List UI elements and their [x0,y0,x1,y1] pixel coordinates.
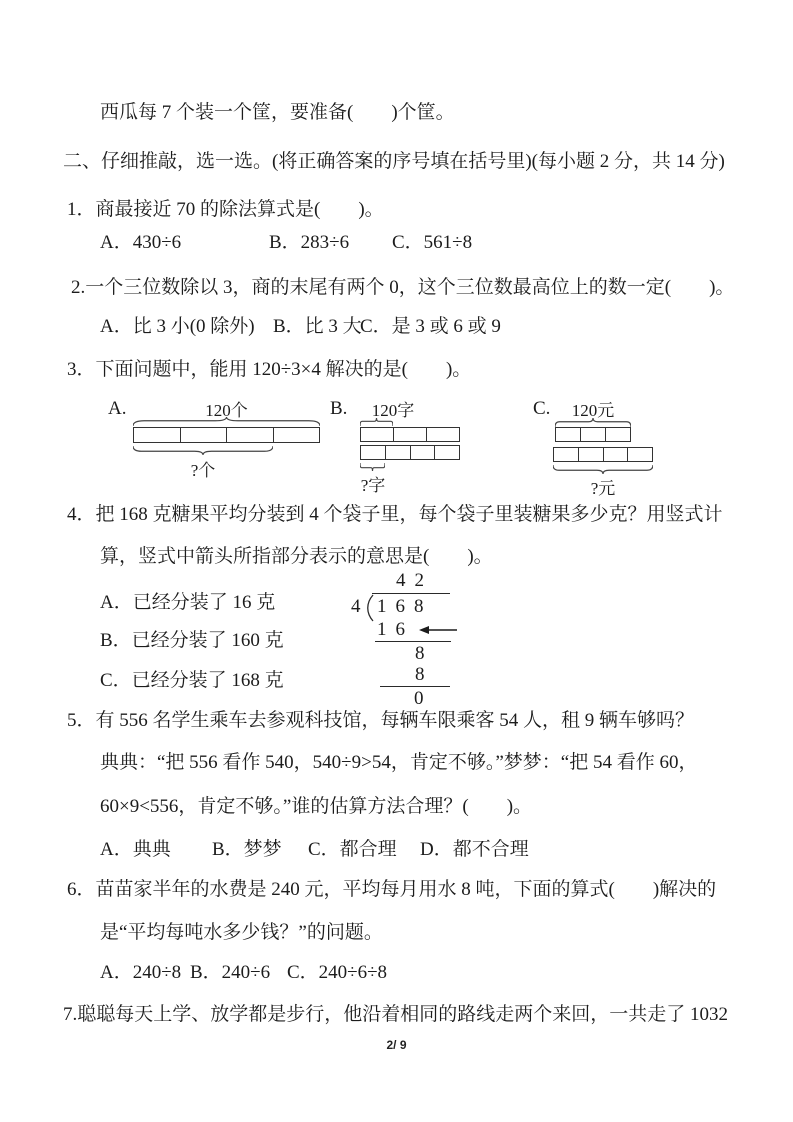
diagram-c-letter: C. [533,398,551,419]
division-vinculum [372,593,450,594]
tape-bar-4cells [553,447,653,462]
division-partial2: 8 [415,664,434,685]
question-5-line2: 典典：“把 556 看作 540，540÷9>54，肯定不够。”梦梦：“把 54 看作 60， [100,752,698,773]
brace-top-icon [133,417,320,426]
q1-option-c: C．561÷8 [392,232,473,253]
diagram-a-part-label: ?个 [190,461,216,480]
division-partial1: 16 [377,619,414,640]
brace-top-icon [360,418,393,426]
long-division-figure [350,570,485,710]
q2-option-b: B．比 3 大 [273,316,362,337]
division-line2 [380,686,450,687]
arrow-left-icon [418,624,458,636]
diagram-c-total-label: 120元 [571,401,615,420]
division-bracket-icon [362,594,375,622]
division-line1 [375,641,451,642]
section2-header: 二、仔细推敲，选一选。(将正确答案的序号填在括号里)(每小题 2 分，共 14 分) [63,151,725,172]
brace-bottom-icon [133,446,273,455]
q5-option-c: C．都合理 [308,839,397,860]
q1-option-a: A．430÷6 [100,232,182,253]
division-brought-down: 8 [415,643,434,664]
diagram-a-total-label: 120个 [205,401,248,420]
diagram-b-part-label: ?字 [360,476,386,495]
tape-bar-3cells [555,427,631,442]
question-2: 2.一个三位数除以 3，商的末尾有两个 0，这个三位数最高位上的数一定( )。 [71,277,735,298]
question-4-line2: 算，竖式中箭头所指部分表示的意思是( )。 [100,546,493,567]
tape-bar-4cells [133,427,320,443]
division-dividend: 168 [377,596,433,617]
division-quotient: 42 [396,570,433,591]
division-remainder: 0 [414,688,433,709]
brace-bottom-icon [360,463,385,471]
q6-option-a: A．240÷8 [100,962,182,983]
question-5-line1: 5．有 556 名学生乘车去参观科技馆，每辆车限乘客 54 人，租 9 辆车够吗？ [67,710,695,731]
question-5-line3: 60×9<556，肯定不够。”谁的估算方法合理？( )。 [100,796,533,817]
q6-option-c: C．240÷6÷8 [287,962,388,983]
intro-line: 西瓜每 7 个装一个筐，要准备( )个筐。 [100,102,455,123]
diagram-a-letter: A. [108,398,127,419]
question-6-line2: 是“平均每吨水多少钱？”的问题。 [100,922,383,943]
tape-diagram-a [133,396,320,480]
tape-bar-4cells [360,445,460,460]
diagram-b-total-label: 120字 [371,401,415,420]
tape-diagram-c [553,396,653,498]
q4-option-a: A．已经分装了 16 克 [100,592,276,613]
q4-option-c: C．已经分装了 168 克 [100,670,284,691]
diagram-c-part-label: ?元 [590,479,616,498]
diagram-b-letter: B. [330,398,348,419]
page-number: 2/ 9 [386,1038,407,1052]
question-6-line1: 6．苗苗家半年的水费是 240 元，平均每月用水 8 吨，下面的算式( )解决的 [67,879,717,900]
brace-bottom-icon [553,465,653,474]
q2-option-a: A．比 3 小(0 除外) [100,316,255,337]
q5-option-b: B．梦梦 [212,839,282,860]
tape-diagram-b [360,396,460,496]
question-3: 3．下面问题中，能用 120÷3×4 解决的是( )。 [67,359,472,380]
q6-option-b: B．240÷6 [190,962,271,983]
brace-top-icon [555,418,631,427]
q2-option-c: C．是 3 或 6 或 9 [360,316,501,337]
q1-option-b: B．283÷6 [269,232,350,253]
q4-option-b: B．已经分装了 160 克 [100,630,284,651]
question-1: 1．商最接近 70 的除法算式是( )。 [67,199,384,220]
question-7: 7.聪聪每天上学、放学都是步行，他沿着相同的路线走两个来回，一共走了 1032 [63,1004,729,1025]
q5-option-a: A．典典 [100,839,171,860]
question-4-line1: 4．把 168 克糖果平均分装到 4 个袋子里，每个袋子里装糖果多少克？用竖式计 [67,504,723,525]
tape-bar-3cells [360,427,460,442]
q5-option-d: D．都不合理 [420,839,529,860]
division-divisor: 4 [351,596,370,617]
